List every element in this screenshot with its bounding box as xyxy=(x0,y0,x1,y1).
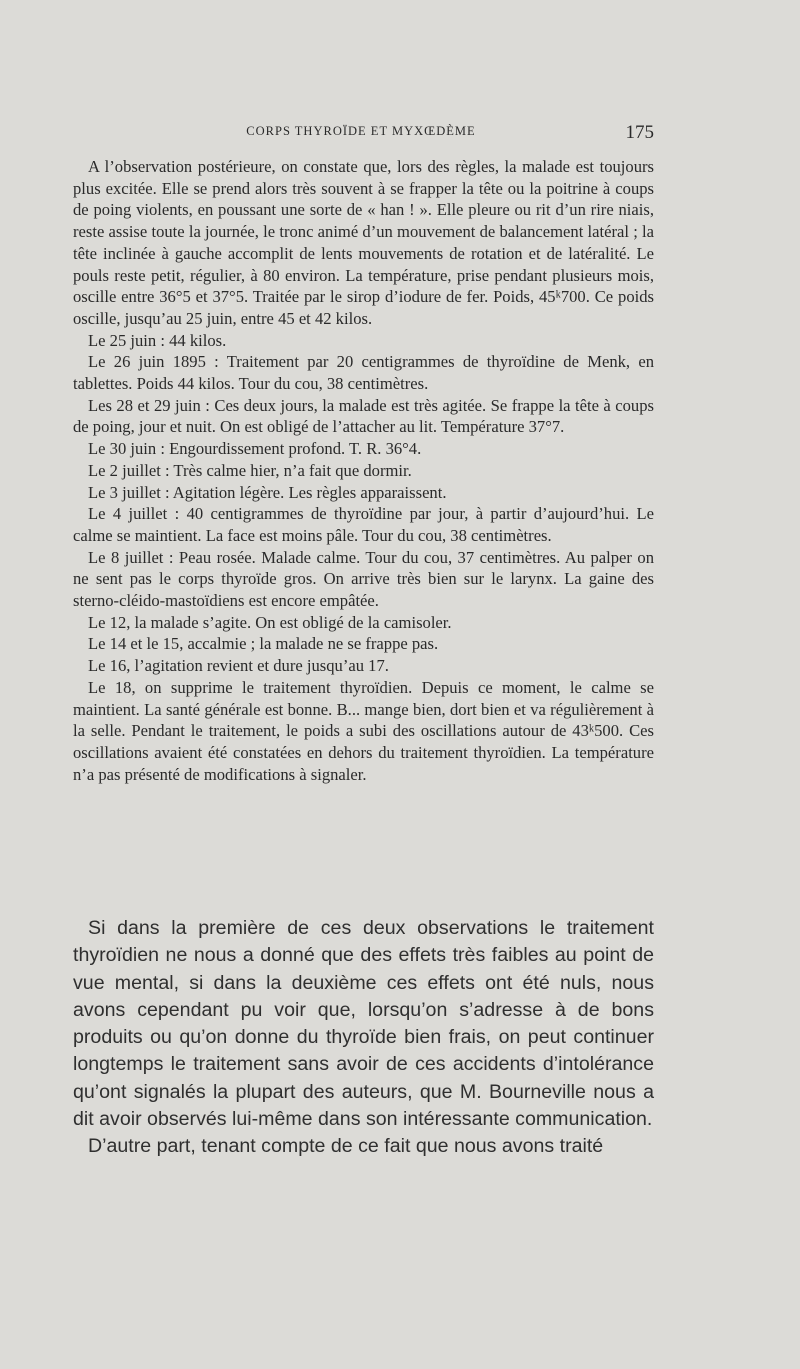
paragraph: Le 8 juillet : Peau rosée. Malade calme. Tour du cou, 37 centimètres. Au palper on ne sent pas le corps thyroïde gros. On arrive très bien sur le larynx. La gaine des sterno-cléido-mastoïdiens est encore empâtée. xyxy=(73,547,654,611)
page-number: 175 xyxy=(625,122,654,143)
observation-text xyxy=(73,156,654,785)
paragraph: Le 2 juillet : Très calme hier, n’a fait que dormir. xyxy=(88,460,412,480)
paragraph: D’autre part, tenant compte de ce fait que nous avons traité xyxy=(88,1135,604,1158)
paragraph: Le 25 juin : 44 kilos. xyxy=(88,330,227,350)
paragraph: Les 28 et 29 juin : Ces deux jours, la malade est très agitée. Se frappe la tête à coups de poing, jour et nuit. On est obligé de l’attacher au lit. Température 37°7. xyxy=(73,395,654,437)
paragraph: Le 30 juin : Engourdissement profond. T. R. 36°4. xyxy=(88,439,422,459)
paragraph: A l’observation postérieure, on constate que, lors des règles, la malade est toujours plus excitée. Elle se prend alors très souvent à se frapper la tête ou la poitrine à coups de poing violents, en poussant une sorte de « han ! ». Elle pleure ou rit d’un rire niais, reste assise toute la journée, le tronc animé d’un mouvement de balancement latéral ; la tête inclinée à gauche accomplit de lents mouvements de rotation et de latéralité. Le pouls reste petit, régulier, à 80 environ. La température, prise pendant plusieurs mois, oscille entre 36°5 et 37°5. Traitée par le sirop d’iodure de fer. Poids, 45ᵏ700. Ce poids oscille, jusqu’au 25 juin, entre 45 et 42 kilos. xyxy=(73,157,654,328)
running-title: CORPS THYROÏDE ET MYXŒDÈME xyxy=(246,124,476,138)
discussion-text xyxy=(73,915,654,1161)
paragraph: Si dans la première de ces deux observations le traitement thyroïdien ne nous a donné que des effets très faibles au point de vue mental, si dans la deuxième ces effets ont été nuls, nous avons cependant pu voir que, lorsqu’on s’adresse à de bons produits ou qu’on donne du thyroïde bien frais, on peut continuer longtemps le traitement sans avoir de ces accidents d’intolérance qu’ont signalés la plupart des auteurs, que M. Bourneville nous a dit avoir observés lui-même dans son intéressante communication. xyxy=(73,917,654,1131)
page-header xyxy=(68,124,654,144)
paragraph: Le 4 juillet : 40 centigrammes de thyroïdine par jour, à partir d’aujourd’hui. Le calme se maintient. La face est moins pâle. Tour du cou, 38 centimètres. xyxy=(73,504,654,545)
paragraph: Le 3 juillet : Agitation légère. Les règles apparaissent. xyxy=(88,482,447,502)
paragraph: Le 26 juin 1895 : Traitement par 20 centigrammes de thyroïdine de Menk, en tablettes. Poids 44 kilos. Tour du cou, 38 centimètres. xyxy=(73,352,654,394)
paragraph: Le 16, l’agitation revient et dure jusqu’au 17. xyxy=(88,656,389,676)
paragraph: Le 14 et le 15, accalmie ; la malade ne se frappe pas. xyxy=(88,634,439,654)
paragraph: Le 12, la malade s’agite. On est obligé de la camisoler. xyxy=(88,612,452,632)
paragraph: Le 18, on supprime le traitement thyroïdien. Depuis ce moment, le calme se maintient. La santé générale est bonne. B... mange bien, dort bien et va régulièrement à la selle. Pendant le traitement, le poids a subi des oscillations autour de 43ᵏ500. Ces oscillations avaient été constatées en dehors du traitement thyroïdien. La température n’a pas présenté de modifications à signaler. xyxy=(73,677,654,784)
